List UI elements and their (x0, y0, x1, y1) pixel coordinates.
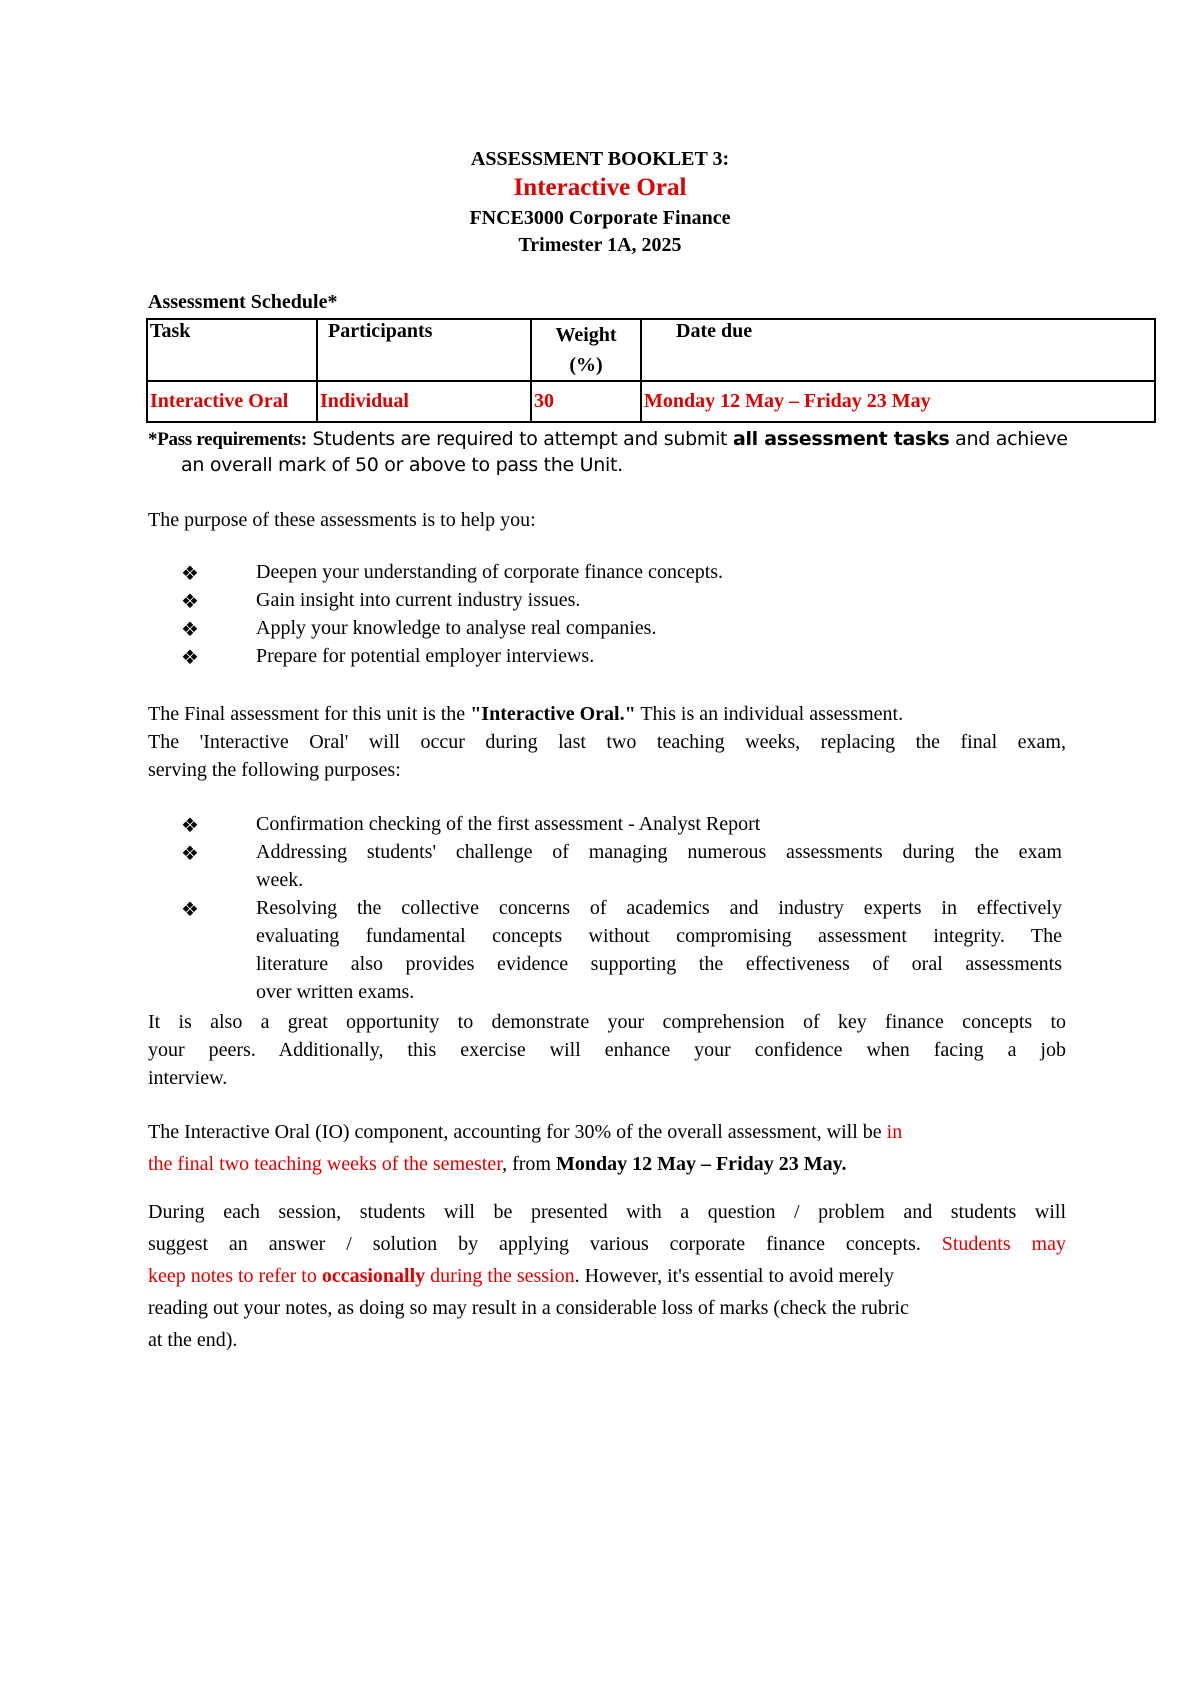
cell-weight: 30 (531, 381, 641, 422)
term-title: Trimester 1A, 2025 (518, 234, 682, 256)
schedule-label: Assessment Schedule* (148, 291, 338, 313)
cell-participants: Individual (317, 381, 531, 422)
bullet-icon: ❖ (181, 563, 199, 585)
final-para-line-3: serving the following purposes: (148, 759, 401, 781)
opportunity-line-3: interview. (148, 1067, 228, 1089)
final-para-line-2: The 'Interactive Oral' will occur during last two teaching weeks, replacing the final exam, (148, 731, 1066, 753)
bullet-icon: ❖ (181, 647, 199, 669)
page-title: Interactive Oral (513, 174, 687, 201)
io-para-line-2: the final two teaching weeks of the semester, from Monday 12 May – Friday 23 May. (148, 1153, 847, 1175)
list-item: Deepen your understanding of corporate finance concepts. (256, 561, 724, 583)
list-item-line: week. (256, 869, 304, 891)
schedule-table (146, 318, 1156, 423)
header-weight-unit: (%) (569, 354, 603, 376)
session-line-2: suggest an answer / solution by applying various corporate finance concepts. Students may (148, 1233, 1066, 1255)
bullet-icon: ❖ (181, 843, 199, 865)
booklet-heading: ASSESSMENT BOOKLET 3: (470, 148, 730, 170)
session-line-5: at the end). (148, 1329, 238, 1351)
header-task: Task (147, 319, 317, 381)
header-participants: Participants (317, 319, 531, 381)
cell-task: Interactive Oral (147, 381, 317, 422)
io-para-line-1: The Interactive Oral (IO) component, accounting for 30% of the overall assessment, will be in (148, 1121, 903, 1143)
list-item-line: Confirmation checking of the first assessment - Analyst Report (256, 813, 761, 835)
list-item: Prepare for potential employer interviews. (256, 645, 595, 667)
list-item-line: Addressing students' challenge of managing numerous assessments during the exam (256, 841, 1062, 863)
pass-requirements: *Pass requirements: Students are required to attempt and submit all assessment tasks and achieve (148, 428, 1068, 450)
header-weight (531, 319, 641, 381)
session-line-1: During each session, students will be presented with a question / problem and students will (148, 1201, 1066, 1223)
list-item-line: Resolving the collective concerns of academics and industry experts in effectively (256, 897, 1062, 919)
session-line-4: reading out your notes, as doing so may result in a considerable loss of marks (check the rubric (148, 1297, 909, 1319)
list-item-line: over written exams. (256, 981, 415, 1003)
unit-title: FNCE3000 Corporate Finance (469, 207, 731, 229)
bullet-icon: ❖ (181, 619, 199, 641)
session-line-3: keep notes to refer to occasionally during the session. However, it's essential to avoid merely (148, 1265, 894, 1287)
list-item-line: literature also provides evidence supporting the effectiveness of oral assessments (256, 953, 1062, 975)
final-para-line-1: The Final assessment for this unit is the "Interactive Oral." This is an individual assessment. (148, 703, 904, 725)
opportunity-line-2: your peers. Additionally, this exercise will enhance your confidence when facing a job (148, 1039, 1066, 1061)
list-item: Gain insight into current industry issues. (256, 589, 581, 611)
pass-requirements-cont: an overall mark of 50 or above to pass the Unit. (181, 454, 623, 476)
header-weight-label: Weight (555, 324, 617, 346)
list-item: Apply your knowledge to analyse real companies. (256, 617, 657, 639)
purpose-intro: The purpose of these assessments is to help you: (148, 509, 536, 531)
opportunity-line-1: It is also a great opportunity to demonstrate your comprehension of key finance concepts to (148, 1011, 1066, 1033)
bullet-icon: ❖ (181, 899, 199, 921)
table-row (147, 381, 1155, 422)
cell-date-due: Monday 12 May – Friday 23 May (641, 381, 1155, 422)
bullet-icon: ❖ (181, 591, 199, 613)
list-item-line: evaluating fundamental concepts without compromising assessment integrity. The (256, 925, 1062, 947)
table-header-row (147, 319, 1155, 381)
bullet-icon: ❖ (181, 815, 199, 837)
header-date-due: Date due (641, 319, 1155, 381)
